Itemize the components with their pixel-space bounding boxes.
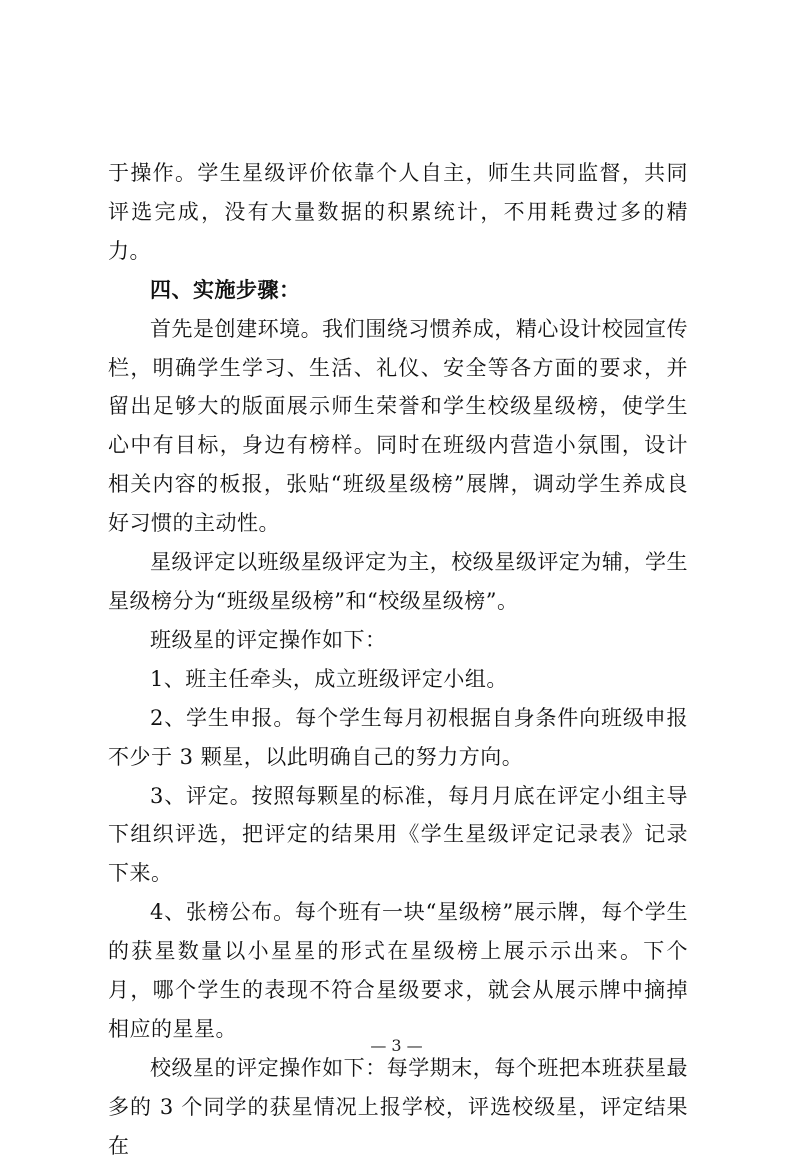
- paragraph-school-star: 校级星的评定操作如下：每学期末，每个班把本班获星最多的 3 个同学的获星情况上报学校，评选校级星，评定结果在: [108, 1055, 688, 1158]
- list-item-step-1: 1、班主任牵头，成立班级评定小组。: [150, 666, 508, 691]
- paragraph-class-star-intro: 班级星的评定操作如下：: [150, 627, 387, 652]
- list-item-step-3: 3、评定。按照每颗星的标准，每月月底在评定小组主导下组织评选，把评定的结果用《学生星级评定记录表》记录下来。: [108, 783, 688, 886]
- section-heading-implementation-steps: 四、实施步骤：: [150, 276, 301, 302]
- list-item-step-4: 4、张榜公布。每个班有一块“星级榜”展示牌，每个学生的获星数量以小星星的形式在星级榜上展示示出来。下个月，哪个学生的表现不符合星级要求，就会从展示牌中摘掉相应的星星。: [108, 900, 688, 1041]
- page-number: — 3 —: [370, 1036, 423, 1055]
- paragraph-star-rating-overview: 星级评定以班级星级评定为主，校级星级评定为辅，学生星级榜分为“班级星级榜”和“校级星级榜”。: [108, 550, 688, 613]
- paragraph-continuation: 于操作。学生星级评价依靠个人自主，师生共同监督，共同评选完成，没有大量数据的积累统计，不用耗费过多的精力。: [108, 161, 688, 263]
- document-body: [108, 154, 688, 1166]
- paragraph-create-environment: 首先是创建环境。我们围绕习惯养成，精心设计校园宣传栏，明确学生学习、生活、礼仪、安全等各方面的要求，并留出足够大的版面展示师生荣誉和学生校级星级榜，使学生心中有目标，身边有榜样。同时在班级内营造小氛围，设计相关内容的板报，张贴“班级星级榜”展牌，调动学生养成良好习惯的主动性。: [108, 316, 688, 536]
- list-item-step-2: 2、学生申报。每个学生每月初根据自身条件向班级申报不少于 3 颗星，以此明确自己的努力方向。: [108, 705, 688, 769]
